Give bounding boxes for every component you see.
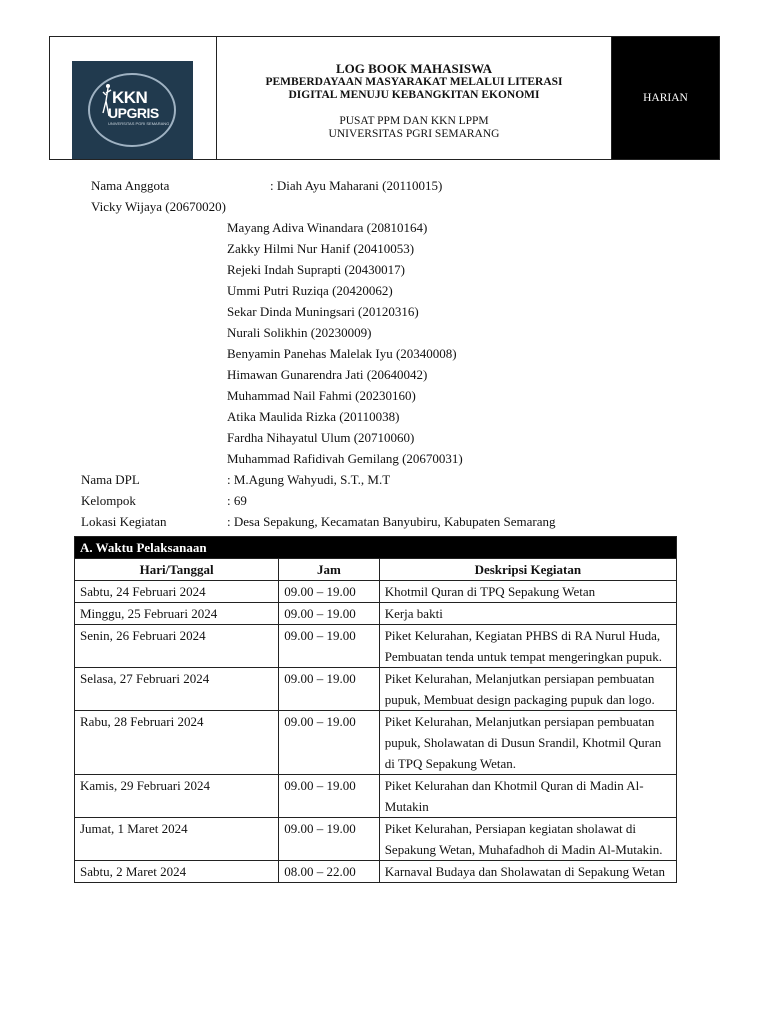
column-header-time: Jam (279, 559, 380, 581)
member-item: Muhammad Nail Fahmi (20230160) (227, 388, 416, 403)
table-row (75, 861, 677, 883)
org-line-2: UNIVERSITAS PGRI SEMARANG (328, 128, 500, 140)
first-member: : Diah Ayu Maharani (20110015) (270, 178, 443, 193)
row-date: Sabtu, 2 Maret 2024 (75, 861, 279, 883)
group-label: Kelompok (81, 493, 136, 508)
row-date: Sabtu, 24 Februari 2024 (75, 581, 279, 603)
activity-table (74, 536, 677, 883)
member-item: Himawan Gunarendra Jati (20640042) (227, 367, 428, 382)
subtitle-line-1: PEMBERDAYAAN MASYARAKAT MELALUI LITERASI (265, 76, 563, 88)
logbook-header (49, 36, 720, 160)
row-time: 09.00 – 19.00 (279, 711, 380, 775)
row-time: 09.00 – 19.00 (279, 603, 380, 625)
member-item: Benyamin Panehas Malelak Iyu (20340008) (227, 346, 457, 361)
table-row (75, 581, 677, 603)
column-header-date: Hari/Tanggal (75, 559, 279, 581)
member-item: Nurali Solikhin (20230009) (227, 325, 372, 340)
document-title: LOG BOOK MAHASISWA (335, 61, 493, 76)
column-header-description: Deskripsi Kegiatan (379, 559, 676, 581)
member-item: Rejeki Indah Suprapti (20430017) (227, 262, 405, 277)
row-description: Piket Kelurahan, Melanjutkan persiapan pembuatan pupuk, Sholawatan di Dusun Srandil, Khotmil Quran di TPQ Sepakung Wetan. (379, 711, 676, 775)
table-row (75, 711, 677, 775)
row-description: Piket Kelurahan, Kegiatan PHBS di RA Nurul Huda, Pembuatan tenda untuk tempat mengeringkan pupuk. (379, 625, 676, 668)
subtitle-line-2: DIGITAL MENUJU KEBANGKITAN EKONOMI (288, 89, 540, 101)
row-time: 09.00 – 19.00 (279, 625, 380, 668)
row-description: Kerja bakti (379, 603, 676, 625)
location-value: : Desa Sepakung, Kecamatan Banyubiru, Kabupaten Semarang (227, 514, 556, 529)
location-label: Lokasi Kegiatan (81, 514, 167, 529)
logo-kkn-text: KKN (112, 88, 148, 107)
table-row (75, 625, 677, 668)
section-header-row (75, 537, 677, 559)
kkn-upgris-logo (72, 61, 193, 159)
second-member: Vicky Wijaya (20670020) (91, 199, 226, 214)
row-description: Piket Kelurahan dan Khotmil Quran di Madin Al-Mutakin (379, 775, 676, 818)
row-description: Piket Kelurahan, Melanjutkan persiapan pembuatan pupuk, Membuat design packaging pupuk dan logo. (379, 668, 676, 711)
row-date: Minggu, 25 Februari 2024 (75, 603, 279, 625)
row-description: Karnaval Budaya dan Sholawatan di Sepakung Wetan (379, 861, 676, 883)
title-cell (217, 37, 612, 159)
logo-tagline: UNIVERSITAS PGRI SEMARANG (108, 121, 170, 126)
row-description: Piket Kelurahan, Persiapan kegiatan sholawat di Sepakung Wetan, Muhafadhoh di Madin Al-Mutakin. (379, 818, 676, 861)
member-item: Atika Maulida Rizka (20110038) (227, 409, 400, 424)
dpl-label: Nama DPL (81, 472, 140, 487)
members-label: Nama Anggota (91, 178, 170, 193)
member-item: Sekar Dinda Muningsari (20120316) (227, 304, 419, 319)
org-line-1: PUSAT PPM DAN KKN LPPM (339, 115, 489, 127)
row-time: 09.00 – 19.00 (279, 581, 380, 603)
group-value: : 69 (227, 493, 247, 508)
row-time: 08.00 – 22.00 (279, 861, 380, 883)
member-item: Muhammad Rafidivah Gemilang (20670031) (227, 451, 463, 466)
table-row (75, 818, 677, 861)
row-date: Senin, 26 Februari 2024 (75, 625, 279, 668)
logo-cell (50, 37, 217, 159)
member-item: Fardha Nihayatul Ulum (20710060) (227, 430, 415, 445)
row-date: Selasa, 27 Februari 2024 (75, 668, 279, 711)
table-row (75, 775, 677, 818)
logo-upgris-text: UPGRIS (108, 105, 159, 121)
member-item: Zakky Hilmi Nur Hanif (20410053) (227, 241, 415, 256)
table-row (75, 668, 677, 711)
row-description: Khotmil Quran di TPQ Sepakung Wetan (379, 581, 676, 603)
dpl-value: : M.Agung Wahyudi, S.T., M.T (227, 472, 391, 487)
member-item: Mayang Adiva Winandara (20810164) (227, 220, 428, 235)
column-header-row (75, 559, 677, 581)
row-date: Kamis, 29 Februari 2024 (75, 775, 279, 818)
row-time: 09.00 – 19.00 (279, 668, 380, 711)
row-time: 09.00 – 19.00 (279, 818, 380, 861)
member-item: Ummi Putri Ruziqa (20420062) (227, 283, 393, 298)
row-date: Jumat, 1 Maret 2024 (75, 818, 279, 861)
harian-badge: HARIAN (612, 37, 719, 159)
row-time: 09.00 – 19.00 (279, 775, 380, 818)
row-date: Rabu, 28 Februari 2024 (75, 711, 279, 775)
section-title: A. Waktu Pelaksanaan (75, 537, 677, 559)
table-row (75, 603, 677, 625)
